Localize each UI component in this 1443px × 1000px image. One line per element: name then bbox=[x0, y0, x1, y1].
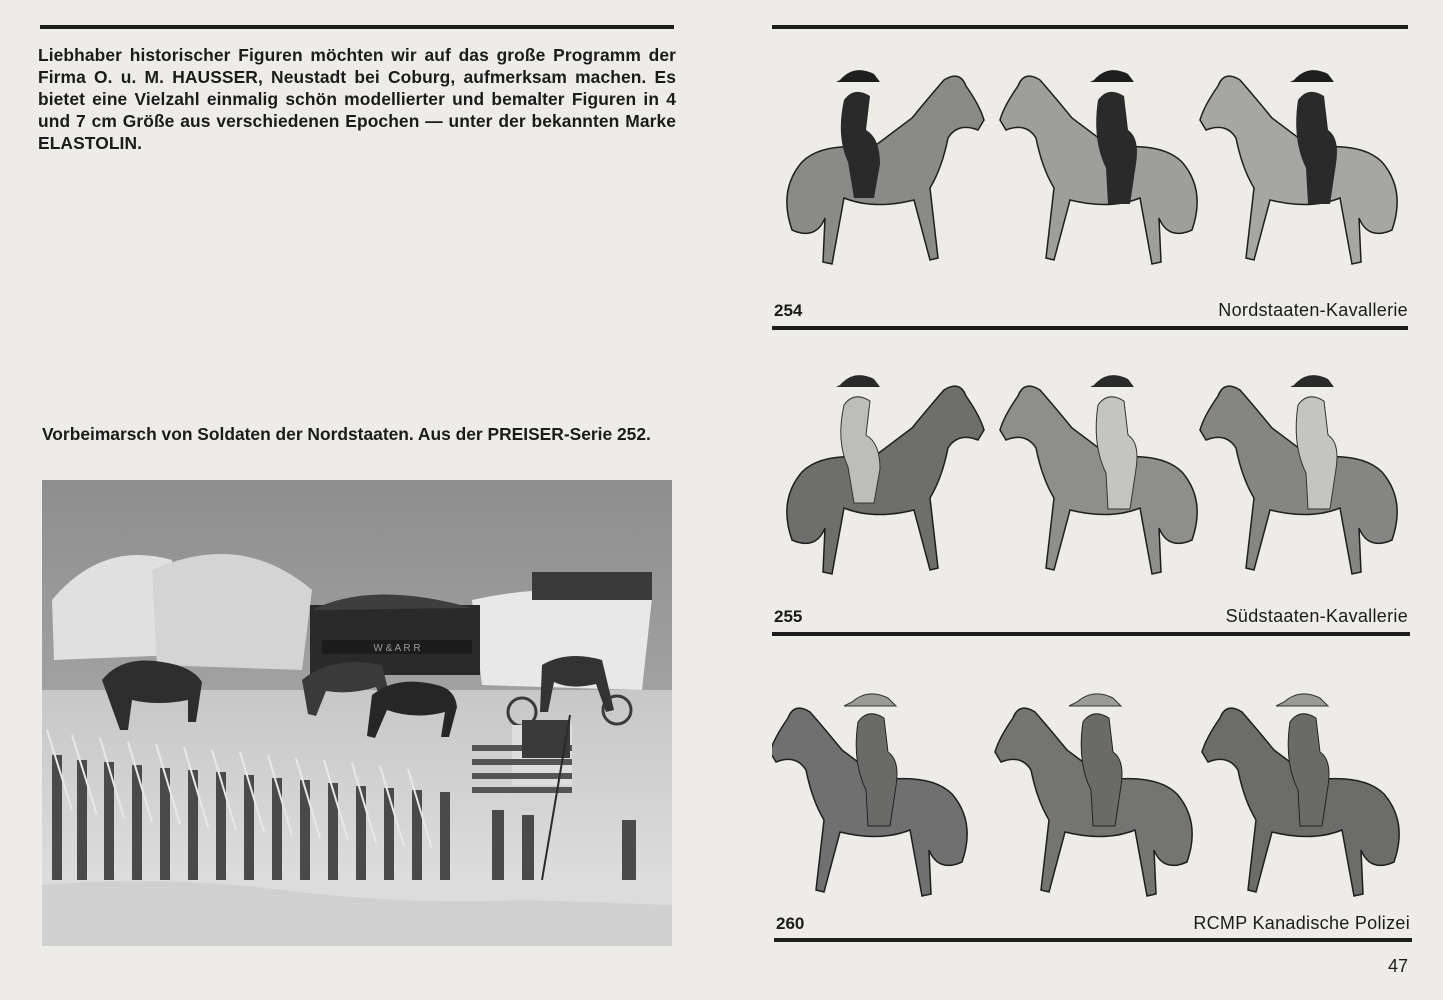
figure-title-260: RCMP Kanadische Polizei bbox=[1193, 913, 1410, 933]
figure-title-254: Nordstaaten-Kavallerie bbox=[1218, 300, 1408, 320]
mounted-figures-254 bbox=[772, 60, 1410, 290]
horse-254-1 bbox=[787, 76, 984, 264]
figure-number-255: 255 bbox=[774, 607, 803, 626]
hat-260-2 bbox=[1069, 694, 1121, 706]
hat-255-2 bbox=[1090, 375, 1134, 387]
hat-254-1 bbox=[836, 70, 880, 82]
hat-255-3 bbox=[1290, 375, 1334, 387]
top-rule-right bbox=[772, 25, 1408, 29]
top-rule-left bbox=[40, 25, 674, 29]
figure-panel-260 bbox=[772, 682, 1410, 946]
hat-260-1 bbox=[844, 694, 896, 706]
wagon-lettering: W & A R R bbox=[373, 643, 421, 654]
intro-paragraph: Liebhaber historischer Figuren möchten wir auf das große Programm der Firma O. u. M. HAUSSER, Neustadt bei Coburg, aufmerksam machen. Es bietet eine Vielzahl einmalig schön modellierter und bemalter Figuren in 4 und 7 cm Größe aus verschiedenen Epochen — unter der bekannten Marke ELASTOLIN. bbox=[38, 45, 676, 153]
mounted-figures-260 bbox=[772, 682, 1410, 912]
hat-254-3 bbox=[1290, 70, 1334, 82]
photo-caption: Vorbeimarsch von Soldaten der Nordstaaten. Aus der PREISER-Serie 252. bbox=[42, 424, 651, 444]
page-number: 47 bbox=[1388, 956, 1409, 976]
diorama-photo bbox=[42, 480, 672, 946]
rule-254 bbox=[772, 326, 1408, 330]
figure-panel-255 bbox=[772, 365, 1410, 637]
hat-255-1 bbox=[836, 375, 880, 387]
figure-panel-254 bbox=[772, 60, 1410, 330]
figure-group-255 bbox=[772, 365, 1410, 595]
figure-group-260 bbox=[772, 682, 1410, 912]
hat-260-3 bbox=[1276, 694, 1328, 706]
figure-group-254 bbox=[772, 60, 1410, 290]
figure-title-255: Südstaaten-Kavallerie bbox=[1225, 606, 1408, 626]
hat-254-2 bbox=[1090, 70, 1134, 82]
rule-255 bbox=[772, 632, 1410, 636]
figure-number-260: 260 bbox=[776, 914, 805, 933]
mounted-figures-255 bbox=[772, 365, 1410, 595]
horse-255-1 bbox=[787, 386, 984, 574]
rule-260 bbox=[774, 938, 1412, 942]
figure-number-254: 254 bbox=[774, 301, 803, 320]
